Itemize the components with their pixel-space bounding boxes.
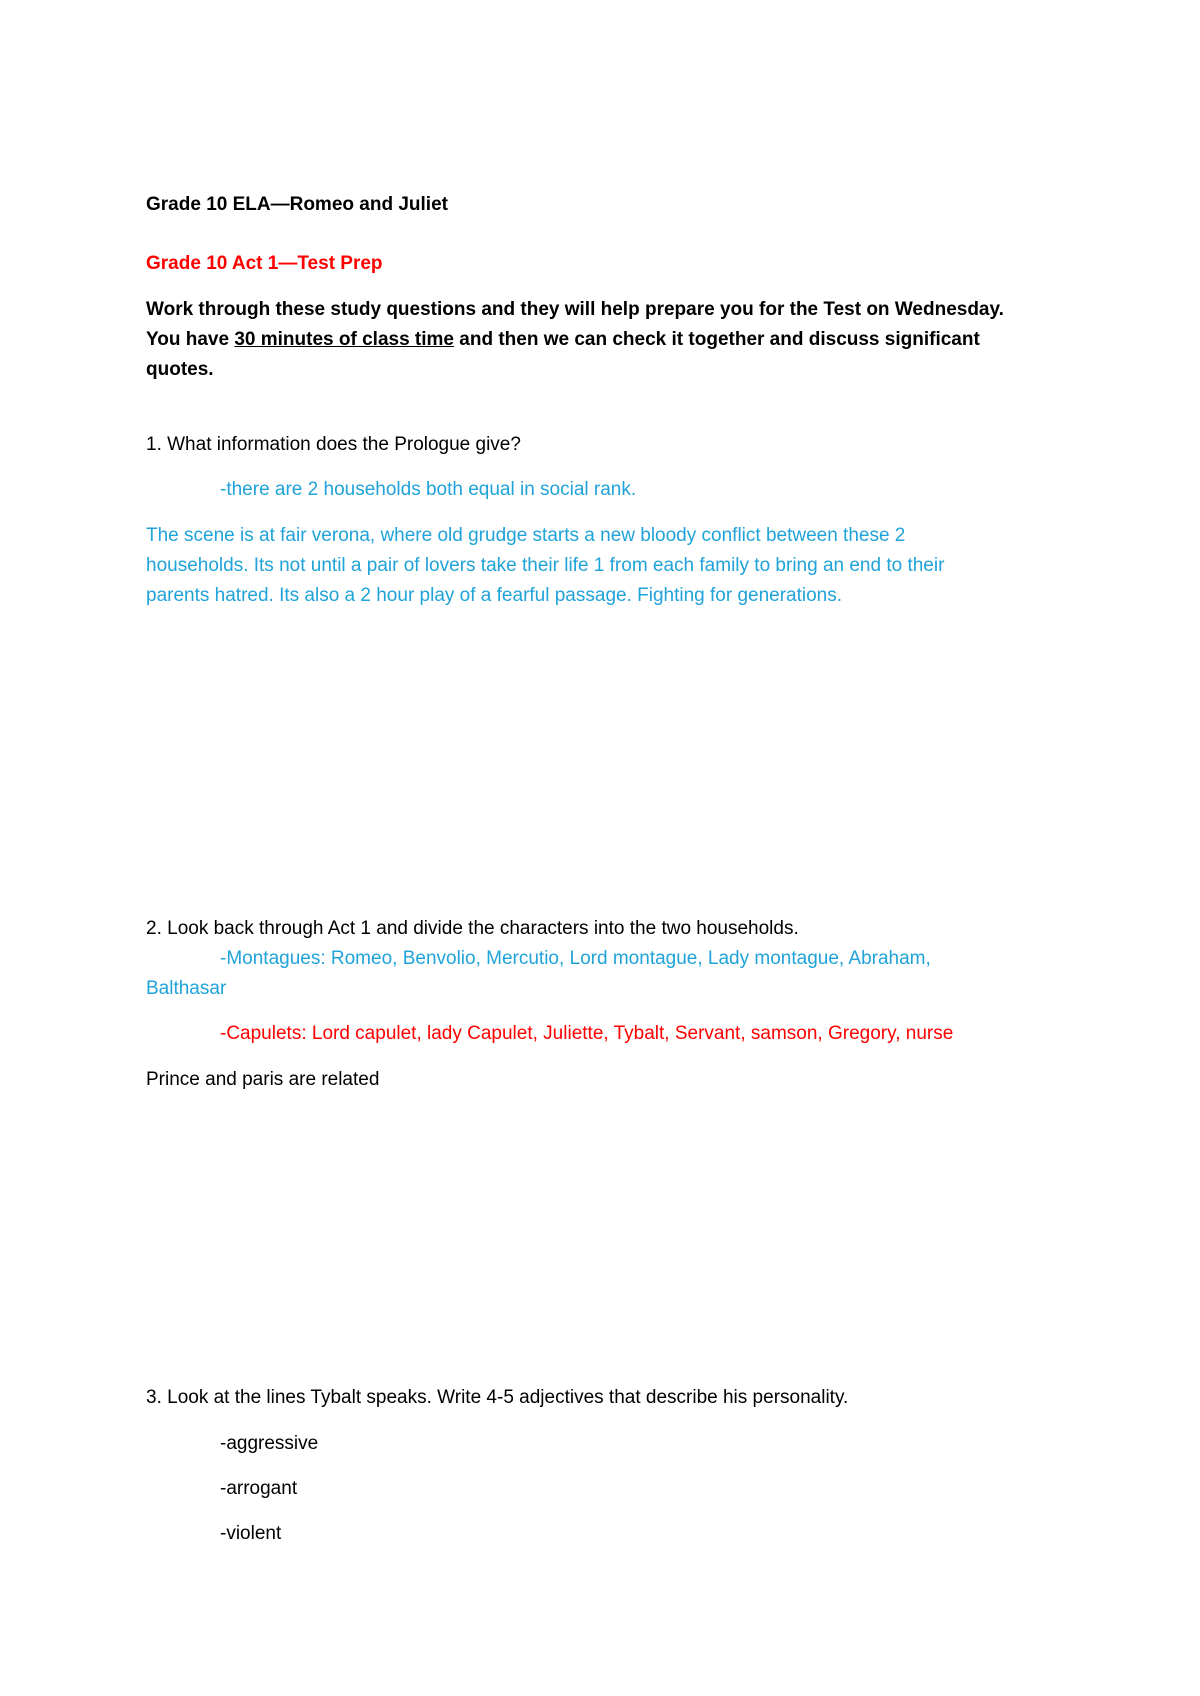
question-1-answer-line-1: The scene is at fair verona, where old grudge starts a new bloody conflict between these 2 [146,525,906,546]
instructions-line-1: Work through these study questions and they will help prepare you for the Test on Wednesday. [146,299,1004,320]
question-1: 1. What information does the Prologue give? [146,434,521,455]
question-1-answer-line-3: parents hatred. Its also a 2 hour play of a fearful passage. Fighting for generations. [146,585,843,606]
instructions-line-2-prefix: You have [146,329,235,350]
question-2-montagues-line-2: Balthasar [146,978,227,999]
question-2-note: Prince and paris are related [146,1069,380,1090]
question-3: 3. Look at the lines Tybalt speaks. Write 4-5 adjectives that describe his personality. [146,1387,849,1408]
question-3-answer-2: -arrogant [220,1478,298,1499]
question-3-answer-1: -aggressive [220,1433,319,1454]
question-1-answer-line-2: households. Its not until a pair of lovers take their life 1 from each family to bring an end to their [146,555,945,576]
instructions-line-2-suffix: and then we can check it together and discuss significant [454,329,980,350]
question-2: 2. Look back through Act 1 and divide the characters into the two households. [146,918,799,939]
instructions-class-time: 30 minutes of class time [234,329,454,350]
question-3-answer-3: -violent [220,1523,282,1544]
instructions-line-2 [146,325,980,355]
question-2-capulets: -Capulets: Lord capulet, lady Capulet, Juliette, Tybalt, Servant, samson, Gregory, nurse [220,1023,954,1044]
question-2-montagues-line-1: -Montagues: Romeo, Benvolio, Mercutio, Lord montague, Lady montague, Abraham, [220,948,931,969]
instructions-line-3: quotes. [146,359,214,380]
document-subtitle: Grade 10 Act 1—Test Prep [146,253,383,274]
document-title: Grade 10 ELA—Romeo and Juliet [146,194,448,215]
question-1-answer-dash: -there are 2 households both equal in social rank. [220,479,637,500]
